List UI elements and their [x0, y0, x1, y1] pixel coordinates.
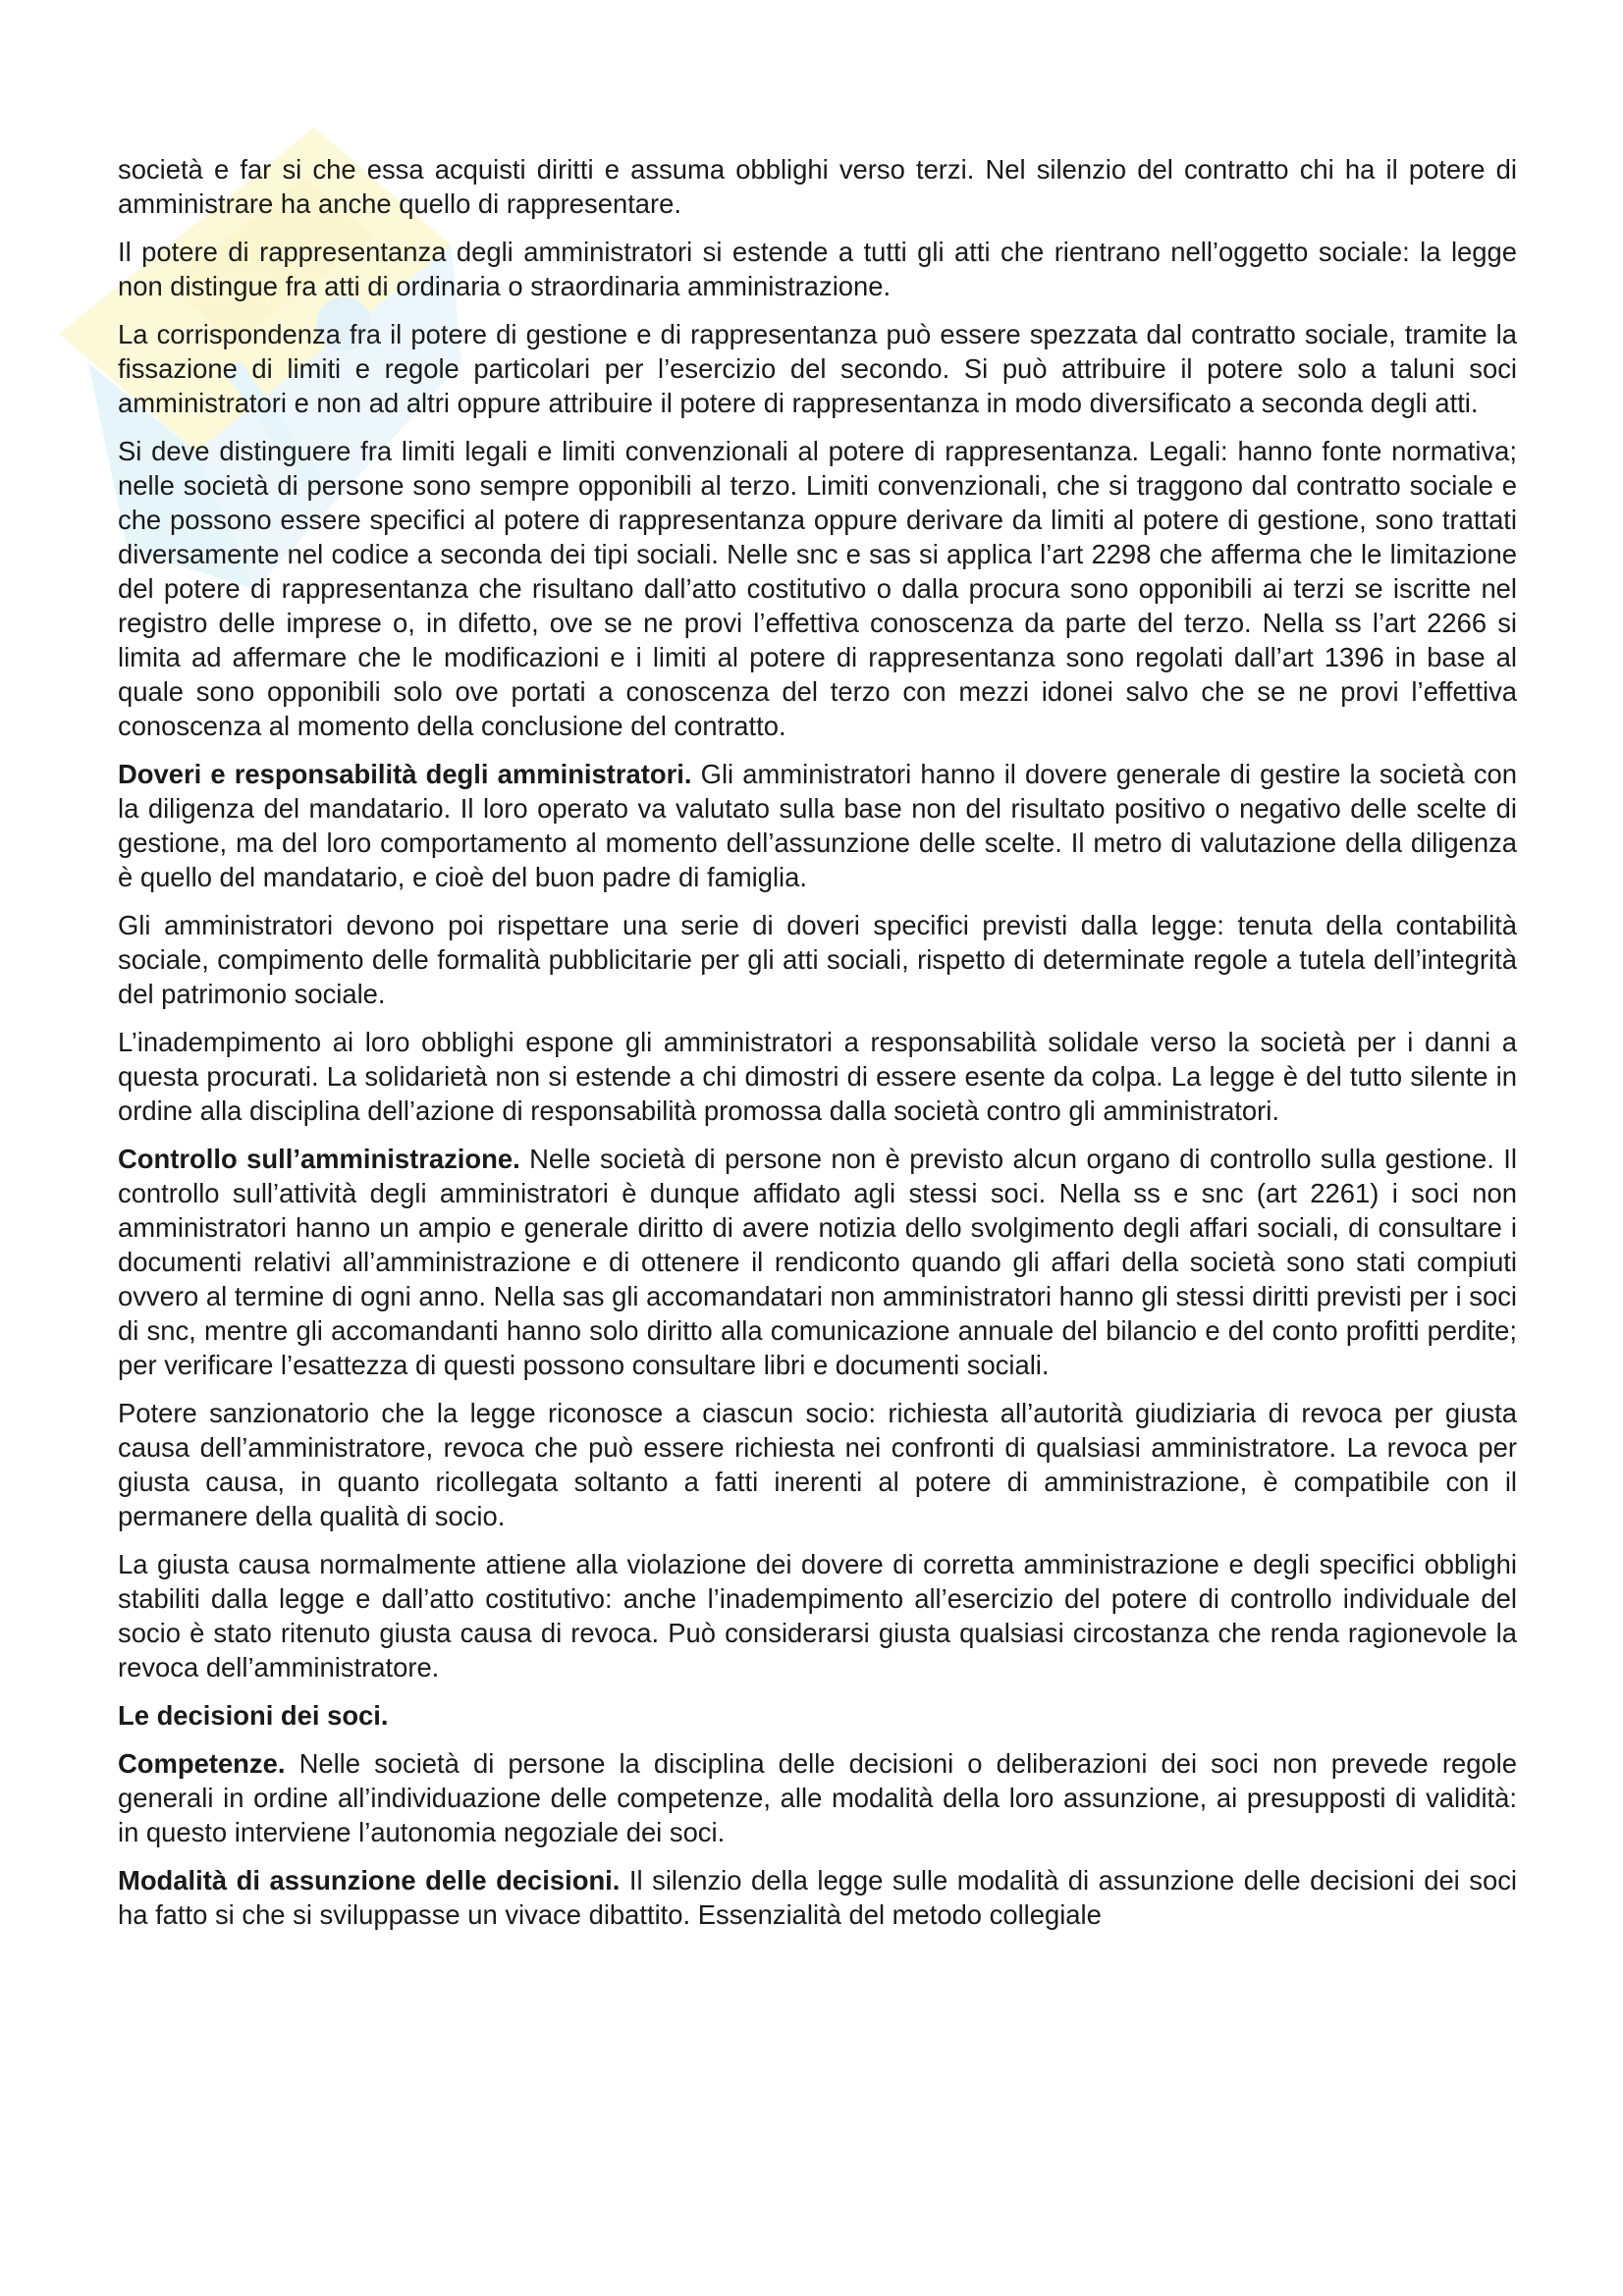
paragraph	[118, 317, 1517, 420]
section-heading: Doveri e responsabilità degli amministratori.	[118, 759, 692, 789]
paragraph	[118, 1025, 1517, 1128]
paragraph-text: società e far si che essa acquisti diritti e assuma obblighi verso terzi. Nel silenzio del contratto chi ha il potere di amministrare ha anche quello di rappresentare.	[118, 154, 1517, 219]
paragraph-text: La corrispondenza fra il potere di gestione e di rappresentanza può essere spezzata dal contratto sociale, tramite la fissazione di limiti e regole particolari per l’esercizio del secondo. Si può attribuire il potere solo a taluni soci amministratori e non ad altri oppure attribuire il potere di rappresentanza in modo diversificato a seconda degli atti.	[118, 319, 1517, 418]
section-heading: Controllo sull’amministrazione.	[118, 1144, 520, 1174]
paragraph	[118, 1746, 1517, 1849]
section-heading: Modalità di assunzione delle decisioni.	[118, 1865, 621, 1896]
paragraph-text: Nelle società di persone non è previsto alcun organo di controllo sulla gestione. Il controllo sull’attività degli amministratori è dunque affidato agli stessi soci. Nella ss e snc (art 2261) i soci non amministratori hanno un ampio e generale diritto di avere notizia dello svolgimento degli affari sociali, di consultare i documenti relativi all’amministrazione e di ottenere il rendiconto quando gli affari della società sono stati compiuti ovvero al termine di ogni anno. Nella sas gli accomandatari non amministratori hanno gli stessi diritti previsti per i soci di snc, mentre gli accomandanti hanno solo diritto alla comunicazione annuale del bilancio e del conto profitti perdite; per verificare l’esattezza di questi possono consultare libri e documenti sociali.	[118, 1144, 1517, 1380]
section-heading: Competenze.	[118, 1748, 286, 1779]
paragraph-text: L’inadempimento ai loro obblighi espone gli amministratori a responsabilità solidale verso la società per i danni a questa procurati. La solidarietà non si estende a chi dimostri di essere esente da colpa. La legge è del tutto silente in ordine alla disciplina dell’azione di responsabilità promossa dalla società contro gli amministratori.	[118, 1027, 1517, 1126]
paragraph	[118, 1863, 1517, 1932]
paragraph	[118, 908, 1517, 1011]
paragraph	[118, 434, 1517, 743]
paragraph-text: Il silenzio della legge sulle modalità di assunzione delle decisioni dei soci ha fatto si che si sviluppasse un vivace dibattito. Essenzialità del metodo collegiale	[118, 1865, 1517, 1930]
paragraph-text: Gli amministratori devono poi rispettare una serie di doveri specifici previsti dalla legge: tenuta della contabilità sociale, compimento delle formalità pubblicitarie per gli atti sociali, rispetto di determinate regole a tutela dell’integrità del patrimonio sociale.	[118, 910, 1517, 1009]
paragraph	[118, 152, 1517, 221]
paragraph	[118, 1698, 1517, 1733]
paragraph	[118, 1547, 1517, 1684]
paragraph-text: Il potere di rappresentanza degli amministratori si estende a tutti gli atti che rientrano nell’oggetto sociale: la legge non distingue fra atti di ordinaria o straordinaria amministrazione.	[118, 237, 1517, 301]
paragraph	[118, 1396, 1517, 1533]
paragraph	[118, 235, 1517, 303]
paragraph-text: La giusta causa normalmente attiene alla violazione dei dovere di corretta amministrazione e degli specifici obblighi stabiliti dalla legge e dall’atto costitutivo: anche l’inadempimento all’esercizio del potere di controllo individuale del socio è stato ritenuto giusta causa di revoca. Può considerarsi giusta qualsiasi circostanza che renda ragionevole la revoca dell’amministratore.	[118, 1549, 1517, 1682]
paragraph-text: Nelle società di persone la disciplina delle decisioni o deliberazioni dei soci non prevede regole generali in ordine all’individuazione delle competenze, alle modalità della loro assunzione, ai presupposti di validità: in questo interviene l’autonomia negoziale dei soci.	[118, 1748, 1517, 1847]
paragraph-text: Si deve distinguere fra limiti legali e limiti convenzionali al potere di rappresentanza. Legali: hanno fonte normativa; nelle società di persone sono sempre opponibili al terzo. Limiti convenzionali, che si traggono dal contratto sociale e che possono essere specifici al potere di rappresentanza oppure derivare da limiti al potere di gestione, sono trattati diversamente nel codice a seconda dei tipi sociali. Nelle snc e sas si applica l’art 2298 che afferma che le limitazione del potere di rappresentanza che risultano dall’atto costitutivo o dalla procura sono opponibili ai terzi se iscritte nel registro delle imprese o, in difetto, ove se ne provi l’effettiva conoscenza da parte del terzo. Nella ss l’art 2266 si limita ad affermare che le modificazioni e i limiti al potere di rappresentanza sono regolati dall’art 1396 in base al quale sono opponibili solo ove portati a conoscenza del terzo con mezzi idonei salvo che se ne provi l’effettiva conoscenza al momento della conclusione del contratto.	[118, 436, 1517, 741]
paragraph-text: Potere sanzionatorio che la legge riconosce a ciascun socio: richiesta all’autorità giudiziaria di revoca per giusta causa dell’amministratore, revoca che può essere richiesta nei confronti di qualsiasi amministratore. La revoca per giusta causa, in quanto ricollegata soltanto a fatti inerenti al potere di amministrazione, è compatibile con il permanere della qualità di socio.	[118, 1398, 1517, 1531]
section-heading: Le decisioni dei soci.	[118, 1700, 389, 1731]
paragraph-text: Gli amministratori hanno il dovere generale di gestire la società con la diligenza del mandatario. Il loro operato va valutato sulla base non del risultato positivo o negativo delle scelte di gestione, ma del loro comportamento al momento dell’assunzione delle scelte. Il metro di valutazione della diligenza è quello del mandatario, e cioè del buon padre di famiglia.	[118, 759, 1517, 892]
paragraph	[118, 757, 1517, 894]
document-body	[118, 152, 1517, 1946]
paragraph	[118, 1142, 1517, 1382]
